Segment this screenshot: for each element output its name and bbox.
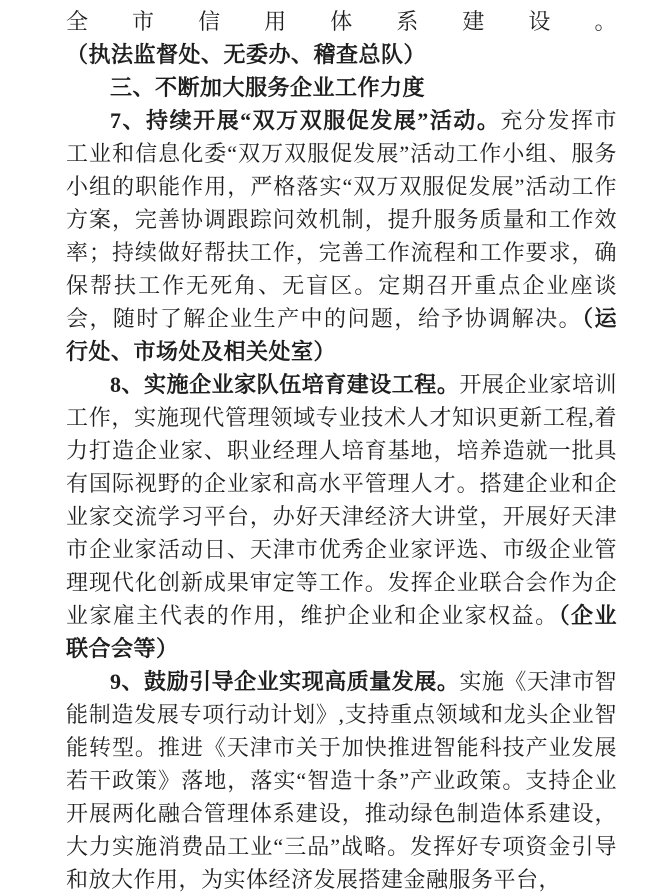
- bold-text-run: 8、实施企业家队伍培育建设工程。: [110, 372, 460, 397]
- text-run: 全市信用体系建设。: [66, 9, 617, 34]
- paragraph: [66, 104, 617, 368]
- paragraph: [66, 71, 617, 104]
- paragraph: [66, 665, 617, 896]
- bold-text-run: （执法监督处、无委办、稽查总队）: [66, 42, 427, 67]
- bold-text-run: 三、不断加大服务企业工作力度: [110, 75, 426, 100]
- text-run: 开展企业家培训工作，实施现代管理领域专业技术人才知识更新工程,着力打造企业家、职业经理人培育基地，培养造就一批具有国际视野的企业家和高水平管理人才。搭建企业和企业家交流学习平台，办好天津经济大讲堂，开展好天津市企业家活动日、天津市优秀企业家评选、市级企业管理现代化创新成果审定等工作。发挥企业联合会作为企业家雇主代表的作用，维护企业和企业家权益。: [66, 372, 617, 628]
- bold-text-run: 9、鼓励引导企业实现高质量发展。: [110, 669, 460, 694]
- text-run: 实施《天津市智能制造发展专项行动计划》,支持重点领域和龙头企业智能转型。推进《天津市关于加快推进智能科技产业发展若干政策》落地，落实“智造十条”产业政策。支持企业开展两化融合管理体系建设，推动绿色制造体系建设，大力实施消费品工业“三品”战略。发挥好专项资金引导和放大作用，为实体经济发展搭建金融服务平台，: [66, 669, 617, 892]
- bold-text-run: （企业联合会等）: [66, 603, 617, 661]
- bold-text-run: 7、持续开展“双万双服促发展”活动。: [110, 108, 501, 133]
- paragraph: [66, 368, 617, 665]
- bold-text-run: （运行处、市场处及相关处室）: [66, 306, 617, 364]
- paragraph: [66, 5, 617, 71]
- text-run: 充分发挥市工业和信息化委“双万双服促发展”活动工作小组、服务小组的职能作用，严格落实“双万双服促发展”活动工作方案，完善协调跟踪问效机制，提升服务质量和工作效率；持续做好帮扶工作，完善工作流程和工作要求，确保帮扶工作无死角、无盲区。定期召开重点企业座谈会，随时了解企业生产中的问题，给予协调解决。: [66, 108, 617, 331]
